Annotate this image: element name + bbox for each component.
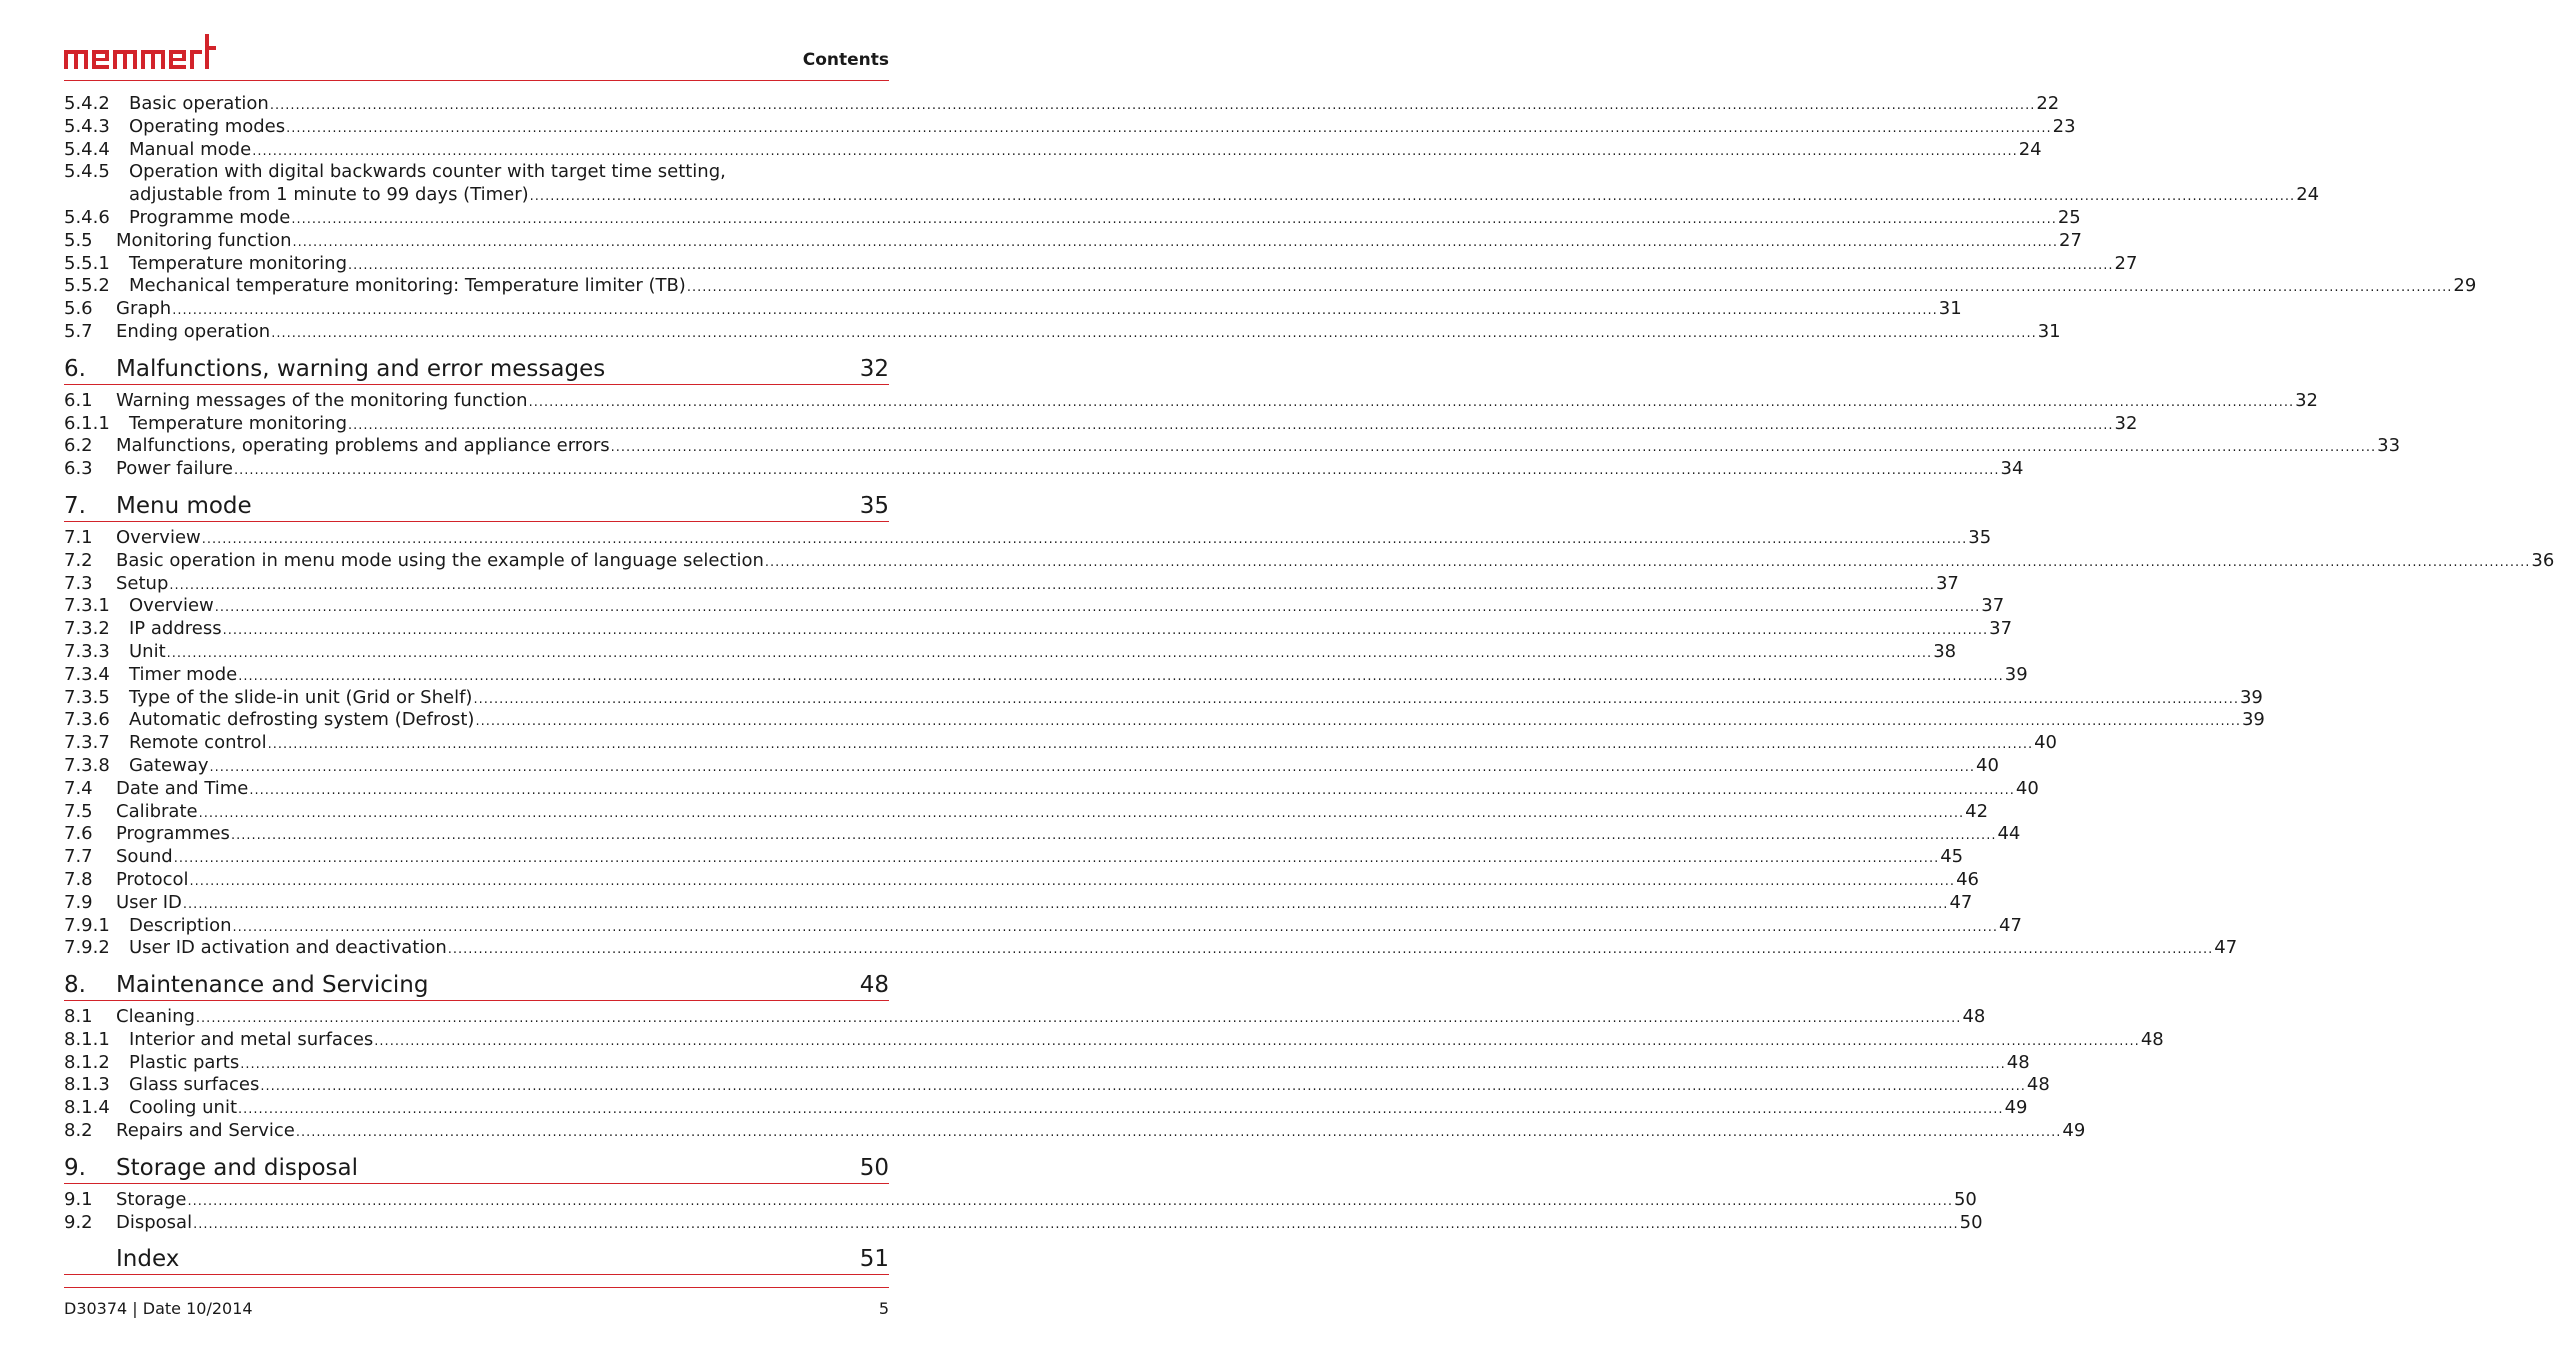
toc-title: Calibrate	[116, 800, 198, 822]
toc-leader-dots	[291, 209, 2057, 232]
toc-chapter[interactable]	[64, 354, 889, 385]
header-title: Contents	[802, 50, 889, 70]
toc-title: Type of the slide-in unit (Grid or Shelf)	[129, 686, 473, 708]
toc-number: 7.3.3	[64, 640, 110, 662]
toc-leader-dots	[529, 392, 2295, 415]
toc-title: Storage and disposal	[116, 1154, 358, 1181]
toc-title: Graph	[116, 298, 172, 320]
toc-number: 7.3.4	[64, 663, 110, 685]
toc-page-number: 48	[2026, 1074, 2050, 1096]
toc-title: adjustable from 1 minute to 99 days (Timer)	[129, 184, 529, 206]
toc-leader-dots	[196, 1008, 1962, 1031]
toc-page-number: 32	[2295, 389, 2319, 411]
toc-page-number: 27	[2059, 229, 2082, 251]
toc-page-number: 29	[2453, 275, 2477, 297]
toc-number: 8.2	[64, 1120, 93, 1142]
toc-number: 5.5	[64, 229, 93, 251]
toc-title: Monitoring function	[116, 229, 292, 251]
toc-number: 7.8	[64, 868, 93, 890]
toc-number: 5.7	[64, 320, 93, 342]
toc-number: 6.1	[64, 389, 93, 411]
toc-page-number: 44	[1997, 823, 2021, 845]
toc-title: Interior and metal surfaces	[129, 1028, 374, 1050]
toc-page-number: 50	[859, 1154, 889, 1181]
toc-title: Programmes	[116, 823, 230, 845]
toc-page-number: 48	[859, 972, 889, 999]
toc-title: Unit	[129, 640, 166, 662]
toc-title: User ID activation and deactivation	[129, 937, 447, 959]
toc-leader-dots	[687, 277, 2453, 300]
toc-page-number: 33	[2377, 435, 2401, 457]
toc-leader-dots	[167, 643, 1933, 666]
toc-leader-dots	[172, 300, 1938, 323]
toc-number: 9.	[64, 1154, 86, 1181]
toc-number: 5.4.3	[64, 115, 110, 137]
document-id: D30374 | Date 10/2014	[64, 1299, 253, 1318]
toc-number: 6.	[64, 355, 86, 382]
toc-number: 7.3.2	[64, 618, 110, 640]
toc-title: Cooling unit	[129, 1097, 238, 1119]
toc-leader-dots	[448, 939, 2214, 962]
toc-entry[interactable]	[64, 686, 2263, 710]
toc-page-number: 34	[2000, 458, 2024, 480]
toc-title: Protocol	[116, 868, 189, 890]
toc-page-number: 37	[1981, 595, 2005, 617]
toc-leader-dots	[231, 825, 1997, 848]
toc-number: 9.1	[64, 1188, 93, 1210]
toc-number: 7.5	[64, 800, 93, 822]
toc-entry[interactable]	[64, 868, 1979, 892]
toc-title: Overview	[116, 526, 201, 548]
toc-page-number: 39	[2239, 686, 2263, 708]
toc-page-number: 40	[2034, 732, 2058, 754]
toc-page-number: 46	[1956, 868, 1979, 890]
toc-entry[interactable]	[64, 1120, 2086, 1143]
toc-page-number: 49	[2062, 1120, 2086, 1142]
toc-leader-dots	[234, 460, 2000, 483]
toc-number: 7.6	[64, 823, 93, 845]
toc-number: 7.9.2	[64, 937, 110, 959]
toc-leader-dots	[268, 734, 2034, 757]
toc-title: Glass surfaces	[129, 1074, 260, 1096]
toc-title: Basic operation	[129, 93, 269, 114]
toc-title: Index	[116, 1246, 180, 1273]
toc-entry[interactable]	[64, 891, 1973, 915]
toc-leader-dots	[202, 529, 1968, 552]
toc-leader-dots	[348, 255, 2114, 278]
toc-entry[interactable]	[64, 709, 2265, 732]
toc-title: Description	[129, 914, 232, 936]
toc-page-number: 49	[2004, 1097, 2028, 1119]
toc-leader-dots	[530, 186, 2296, 209]
toc-page-number: 47	[1949, 891, 1973, 913]
toc-leader-dots	[252, 141, 2018, 164]
toc-number: 6.2	[64, 435, 93, 457]
toc-number: 7.2	[64, 549, 93, 571]
toc-number: 8.1.2	[64, 1051, 110, 1073]
toc-leader-dots	[199, 803, 1965, 826]
toc-number: 5.4.6	[64, 206, 110, 228]
page-number: 5	[878, 1299, 889, 1318]
toc-entry[interactable]	[64, 1188, 1977, 1212]
page-header	[64, 30, 889, 81]
toc-page-number: 45	[1940, 846, 1964, 868]
toc-leader-dots	[374, 1031, 2140, 1054]
toc-entry[interactable]	[64, 252, 2138, 276]
toc-entry[interactable]	[64, 138, 2042, 162]
toc-leader-dots	[223, 620, 1989, 643]
toc-page-number: 50	[1959, 1211, 1983, 1233]
toc-number: 7.9.1	[64, 914, 110, 936]
toc-page-number: 48	[2140, 1028, 2164, 1050]
toc-title: Mechanical temperature monitoring: Temperature limiter (TB)	[129, 275, 686, 297]
toc-page-number: 39	[2241, 709, 2265, 731]
toc-page-number: 23	[2052, 115, 2076, 137]
toc-title: Cleaning	[116, 1006, 195, 1028]
toc-page-number: 38	[1933, 640, 1957, 662]
toc-page-number: 35	[1968, 526, 1992, 548]
toc-leader-dots	[293, 232, 2059, 255]
toc-number: 5.5.2	[64, 275, 110, 297]
toc-entry[interactable]	[64, 914, 2022, 938]
toc-page-number: 40	[2015, 777, 2039, 799]
toc-entry[interactable]	[64, 526, 1992, 550]
toc-number: 8.1.1	[64, 1028, 110, 1050]
toc-title: Temperature monitoring	[129, 252, 348, 274]
page-footer	[64, 1287, 889, 1324]
toc-leader-dots	[238, 666, 2004, 689]
toc-entry[interactable]	[64, 1006, 1986, 1029]
toc-title: Warning messages of the monitoring function	[116, 389, 528, 411]
toc-leader-dots	[348, 415, 2114, 438]
toc-entry[interactable]	[64, 389, 2319, 413]
toc-leader-dots	[260, 1076, 2026, 1099]
toc-page-number: 51	[859, 1246, 889, 1273]
toc-entry[interactable]	[64, 458, 2024, 481]
toc-chapter[interactable]	[64, 491, 889, 522]
toc-page-number: 48	[1962, 1006, 1986, 1028]
toc-page-number: 32	[2114, 412, 2138, 434]
toc-title: Remote control	[129, 732, 267, 754]
toc-leader-dots	[174, 848, 1940, 871]
toc-title: Temperature monitoring	[129, 412, 348, 434]
toc-entry[interactable]	[64, 115, 2076, 139]
toc-page-number: 48	[2006, 1051, 2030, 1073]
toc-number: 5.4.2	[64, 93, 110, 114]
toc-title: Power failure	[116, 458, 233, 480]
toc-number: 7.3.7	[64, 732, 110, 754]
toc-page-number: 24	[2018, 138, 2042, 160]
toc-page-number: 37	[1989, 618, 2013, 640]
toc-leader-dots	[187, 1191, 1953, 1214]
toc-number: 7.	[64, 492, 86, 519]
toc-title: Timer mode	[129, 663, 238, 685]
toc-leader-dots	[210, 757, 1976, 780]
toc-title: Disposal	[116, 1211, 193, 1233]
toc-leader-dots	[286, 118, 2052, 141]
toc-chapter[interactable]	[64, 970, 889, 1001]
toc-number: 7.3.8	[64, 754, 110, 776]
toc-entry[interactable]	[64, 435, 2401, 458]
toc-page-number: 36	[2531, 549, 2554, 571]
toc-title: Sound	[116, 846, 173, 868]
toc-entry[interactable]	[64, 1211, 1983, 1235]
toc-number: 5.5.1	[64, 252, 110, 274]
toc-page-number: 25	[2057, 206, 2081, 228]
toc-title: Storage	[116, 1188, 187, 1210]
toc-page-number: 22	[2036, 93, 2060, 114]
toc-leader-dots	[271, 323, 2037, 346]
toc-title: Maintenance and Servicing	[116, 972, 429, 999]
toc-number: 5.6	[64, 298, 93, 320]
toc-number: 7.9	[64, 891, 93, 913]
toc-page-number: 47	[2214, 937, 2238, 959]
toc-title: Repairs and Service	[116, 1120, 295, 1142]
toc-leader-dots	[611, 437, 2377, 460]
toc-number: 7.3	[64, 572, 93, 594]
toc-number: 5.4.4	[64, 138, 110, 160]
toc-entry[interactable]	[64, 93, 2060, 116]
toc-entry[interactable]	[64, 275, 2477, 298]
toc-number: 6.1.1	[64, 412, 110, 434]
toc-page-number: 31	[2037, 320, 2061, 342]
toc-entry[interactable]	[64, 823, 2021, 846]
toc-entry[interactable]	[64, 1097, 2028, 1120]
toc-number: 5.4.5	[64, 161, 110, 183]
toc-page-number: 42	[1965, 800, 1989, 822]
toc-page-number: 50	[1953, 1188, 1977, 1210]
memmert-logo	[64, 32, 216, 72]
toc-page-number: 39	[2004, 663, 2028, 685]
toc-entry[interactable]	[64, 595, 2005, 618]
toc-entry[interactable]	[64, 640, 1957, 664]
toc-number: 6.3	[64, 458, 93, 480]
toc-title: Date and Time	[116, 777, 249, 799]
toc-leader-dots	[183, 894, 1949, 917]
toc-title: Plastic parts	[129, 1051, 240, 1073]
toc-entry[interactable]	[64, 846, 1964, 869]
toc-number: 7.3.6	[64, 709, 110, 731]
toc-title: Malfunctions, operating problems and appliance errors	[116, 435, 610, 457]
toc-number: 7.4	[64, 777, 93, 799]
toc-number: 8.1.3	[64, 1074, 110, 1096]
toc-title: User ID	[116, 891, 182, 913]
toc-leader-dots	[249, 780, 2015, 803]
toc-page-number: 37	[1935, 572, 1959, 594]
toc-leader-dots	[238, 1099, 2004, 1122]
toc-title: Operation with digital backwards counter with target time setting,	[129, 161, 726, 183]
toc-title: Setup	[116, 572, 169, 594]
toc-leader-dots	[473, 689, 2239, 712]
toc-leader-dots	[215, 597, 1981, 620]
toc-number: 7.3.1	[64, 595, 110, 617]
toc-entry[interactable]	[64, 800, 1989, 824]
toc-title: Ending operation	[116, 320, 271, 342]
toc-leader-dots	[270, 95, 2036, 118]
toc-leader-dots	[240, 1054, 2006, 1077]
toc-entry[interactable]	[64, 572, 1959, 596]
toc-entry[interactable]	[64, 732, 2058, 755]
toc-title: Overview	[129, 595, 214, 617]
toc-leader-dots	[190, 871, 1956, 894]
toc-entry[interactable]	[64, 206, 2081, 230]
toc-entry[interactable]	[64, 412, 2138, 436]
toc-page-number: 40	[1976, 754, 1999, 776]
toc-number: 7.3.5	[64, 686, 110, 708]
toc-page-number: 31	[1938, 298, 1962, 320]
toc-number: 8.	[64, 972, 86, 999]
toc-title: IP address	[129, 618, 222, 640]
toc-number: 8.1.4	[64, 1097, 110, 1119]
toc-title: Basic operation in menu mode using the example of language selection	[116, 549, 764, 571]
toc-entry[interactable]	[64, 1051, 2030, 1075]
toc-page-number: 35	[859, 492, 889, 519]
toc-entry[interactable]	[64, 618, 2013, 641]
toc-entry[interactable]	[64, 184, 2320, 207]
toc-title: Gateway	[129, 754, 209, 776]
toc-leader-dots	[475, 711, 2241, 734]
toc-leader-dots	[193, 1214, 1959, 1237]
toc-number: 7.1	[64, 526, 93, 548]
toc-page-number: 32	[859, 355, 889, 382]
toc-entry[interactable]	[64, 298, 1962, 321]
toc-entry[interactable]	[64, 161, 889, 184]
toc-page-number: 27	[2114, 252, 2138, 274]
toc-leader-dots	[765, 552, 2531, 575]
toc-title: Programme mode	[129, 206, 291, 228]
toc-number: 8.1	[64, 1006, 93, 1028]
toc-title: Operating modes	[129, 115, 286, 137]
toc-chapter[interactable]	[64, 1153, 889, 1184]
toc-entry[interactable]	[64, 1074, 2050, 1097]
toc-leader-dots	[233, 917, 1999, 940]
toc-number: 7.7	[64, 846, 93, 868]
table-of-contents	[64, 93, 2554, 1280]
toc-entry[interactable]	[64, 777, 2039, 801]
toc-title: Menu mode	[116, 492, 252, 519]
toc-number: 9.2	[64, 1211, 93, 1233]
toc-entry[interactable]	[64, 754, 1999, 778]
toc-entry[interactable]	[64, 663, 2028, 687]
toc-entry[interactable]	[64, 549, 2554, 573]
toc-title: Automatic defrosting system (Defrost)	[129, 709, 475, 731]
toc-leader-dots	[169, 575, 1935, 598]
toc-page-number: 24	[2296, 184, 2320, 206]
toc-entry[interactable]	[64, 937, 2238, 960]
toc-title: Malfunctions, warning and error messages	[116, 355, 606, 382]
toc-leader-dots	[296, 1122, 2062, 1145]
toc-title: Manual mode	[129, 138, 252, 160]
toc-entry[interactable]	[64, 229, 2082, 253]
toc-entry[interactable]	[64, 320, 2061, 344]
toc-chapter[interactable]	[64, 1244, 889, 1275]
toc-page-number: 47	[1999, 914, 2022, 936]
toc-entry[interactable]	[64, 1028, 2164, 1052]
